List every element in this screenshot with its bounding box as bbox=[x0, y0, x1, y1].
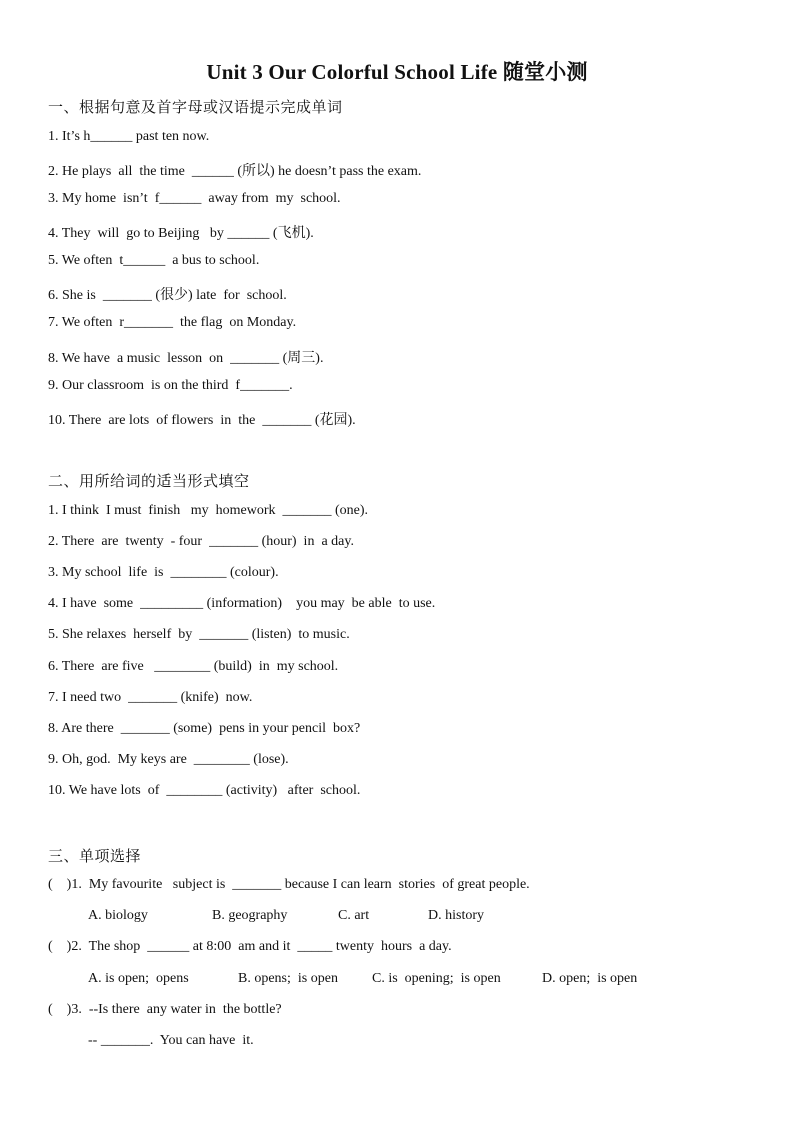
section-1-item-4: 4. They will go to Beijing by ______ (飞机). bbox=[48, 226, 314, 241]
section-1-item-1: 1. It’s h______ past ten now. bbox=[48, 129, 210, 144]
section-2-item-2: 2. There are twenty - four _______ (hour) in a day. bbox=[48, 534, 354, 549]
section-1-heading: 一、根据句意及首字母或汉语提示完成单词 bbox=[48, 98, 343, 116]
section-2-item-6: 6. There are five ________ (build) in my school. bbox=[48, 659, 339, 674]
question-2-option-d: D. open; is open bbox=[542, 971, 638, 986]
page-title: Unit 3 Our Colorful School Life 随堂小测 bbox=[206, 60, 588, 84]
section-1-item-10: 10. There are lots of flowers in the _______ (花园). bbox=[48, 413, 356, 428]
section-2-item-7: 7. I need two _______ (knife) now. bbox=[48, 690, 253, 705]
question-1-option-b: B. geography bbox=[212, 908, 288, 923]
section-2-heading: 二、用所给词的适当形式填空 bbox=[48, 472, 250, 490]
section-2-item-10: 10. We have lots of ________ (activity) after school. bbox=[48, 783, 361, 798]
section-1-item-7: 7. We often r_______ the flag on Monday. bbox=[48, 315, 297, 330]
question-2-option-b: B. opens; is open bbox=[238, 971, 338, 986]
question-3: ( )3. --Is there any water in the bottle? bbox=[48, 1002, 282, 1017]
section-3-heading: 三、单项选择 bbox=[48, 847, 142, 865]
section-2-item-8: 8. Are there _______ (some) pens in your pencil box? bbox=[48, 721, 361, 736]
section-2-item-9: 9. Oh, god. My keys are ________ (lose). bbox=[48, 752, 289, 767]
section-2-item-4: 4. I have some _________ (information) you may be able to use. bbox=[48, 596, 436, 611]
question-2-option-c: C. is opening; is open bbox=[372, 971, 501, 986]
section-1-item-2: 2. He plays all the time ______ (所以) he doesn’t pass the exam. bbox=[48, 164, 422, 179]
section-2-item-3: 3. My school life is ________ (colour). bbox=[48, 565, 279, 580]
section-1-item-5: 5. We often t______ a bus to school. bbox=[48, 253, 260, 268]
section-1-item-9: 9. Our classroom is on the third f_______. bbox=[48, 378, 293, 393]
section-1-item-8: 8. We have a music lesson on _______ (周三). bbox=[48, 351, 324, 366]
section-2-item-5: 5. She relaxes herself by _______ (listen) to music. bbox=[48, 627, 350, 642]
section-2-item-1: 1. I think I must finish my homework _______ (one). bbox=[48, 503, 369, 518]
question-1-option-d: D. history bbox=[428, 908, 484, 923]
question-1: ( )1. My favourite subject is _______ because I can learn stories of great people. bbox=[48, 877, 530, 892]
question-2: ( )2. The shop ______ at 8:00 am and it _____ twenty hours a day. bbox=[48, 939, 452, 954]
question-1-option-c: C. art bbox=[338, 908, 370, 923]
section-1-item-6: 6. She is _______ (很少) late for school. bbox=[48, 288, 287, 303]
question-1-option-a: A. biology bbox=[88, 908, 148, 923]
question-2-option-a: A. is open; opens bbox=[88, 971, 189, 986]
section-1-item-3: 3. My home isn’t f______ away from my school. bbox=[48, 191, 341, 206]
question-3-reply: -- _______. You can have it. bbox=[88, 1033, 254, 1048]
